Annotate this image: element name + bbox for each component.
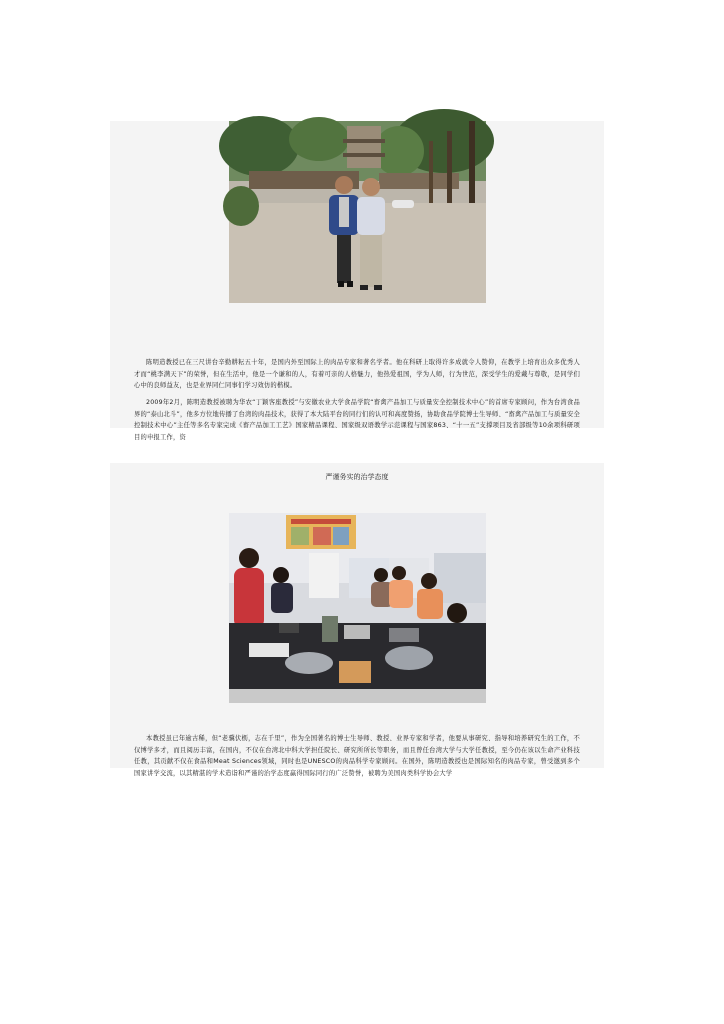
paragraph-2: 2009年2月，陈明造教授被聘为华农“丁颖客座教授”与安徽农业大学食品学院“畜禽产品加工与质量安全控制技术中心”的首席专家顾问，作为台湾食品界的“泰山北斗”，他多方位地传播了台湾的肉品技术，获得了本大陆平台的同行们的认可和高度赞扬，协助食品学院博士生导师、“畜禽产品加工与质量安全控制技术中心”主任等多名专家完成《畜产品加工工艺》国家精品课程、国家级双语教学示范课程与国家863、“十一五”支撑项目及省部级等10余项科研项目的申报工作，资 bbox=[134, 399, 580, 441]
photo-classroom-lab bbox=[229, 513, 486, 703]
page-section-1 bbox=[110, 121, 604, 441]
photo-two-men-outdoors bbox=[229, 121, 486, 303]
paragraph-3: 本教授虽已年逾古稀，但“老骥伏枥，志在千里”，作为全国著名的博士生导师、教授、业界专家和学者，他要从事研究、指导和培养研究生的工作，不仅博学多才，而且阅历丰富，在国内，不仅在台湾北中科大学担任院长、研究所所长等职务，而且曾任台湾大学与大学任教授，至今仍在该以生命产业科技任教，其贡献不仅在食品和Meat Sciences领域，同时也是UNESCO的肉品科学专家顾问。在国外，陈明造教授也是国际知名的肉品专家，曾受邀到多个国家讲学交流，以其精湛的学术造诣和严谨的治学态度赢得国际同行的广泛赞誉，被聘为美国肉类科学协会大学 bbox=[134, 735, 580, 777]
page-section-2 bbox=[110, 463, 604, 777]
paragraph-1: 陈明造教授已在三尺讲台辛勤耕耘五十年，是国内外至国际上的肉品专家和著名学者。他在科研上取得许多成就令人赞仰，在教学上培育出众多优秀人才而“桃李满天下”的荣誉，但在生活中，他是一个谦和的人，有着可亲的人格魅力，他热爱祖国，学为人师，行为世范，深受学生的爱戴与尊敬，是同学们心中的良师益友，也是业界同仁同事们学习效仿的楷模。 bbox=[134, 359, 580, 390]
section-heading: 严谨务实的治学态度 bbox=[325, 473, 389, 481]
